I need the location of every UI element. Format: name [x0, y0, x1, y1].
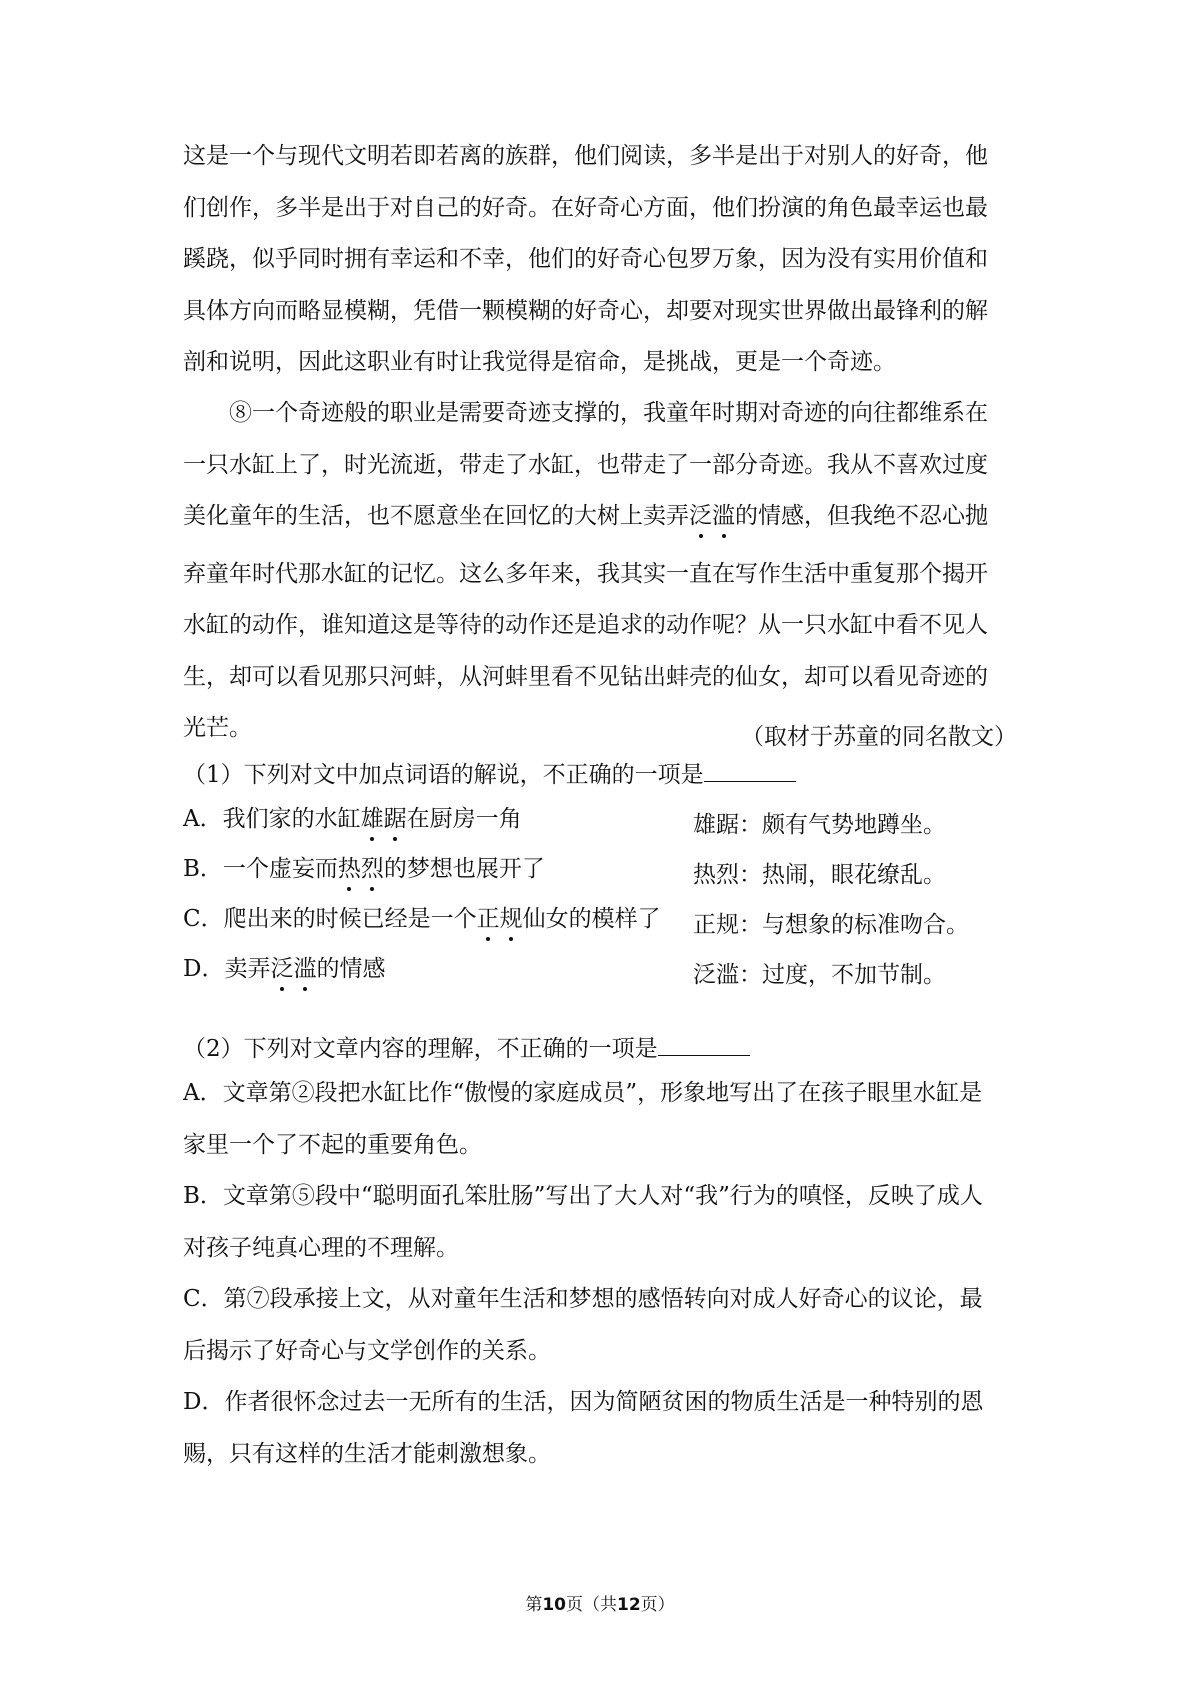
option-explanation: 热烈：热闹，眼花缭乱。	[693, 862, 946, 888]
answer-blank	[704, 757, 796, 782]
question-1-option-b: B．一个虚妄而热烈的梦想也展开了 热烈：热闹，眼花缭乱。	[183, 856, 946, 888]
text-line: 弃童年时代那水缸的记忆。这么多年来，我其实一直在写作生活中重复那个揭开	[183, 560, 988, 587]
answer-blank	[658, 1031, 750, 1056]
text-line: 蹊跷，似乎同时拥有幸运和不幸，他们的好奇心包罗万象，因为没有实用价值和	[183, 246, 988, 272]
option-explanation: 雄踞：颇有气势地蹲坐。	[693, 812, 946, 838]
text-line: 美化童年的生活，也不愿意坐在回忆的大树上卖弄泛滥的情感，但我绝不忍心抛	[183, 503, 988, 529]
question-2-option-a: A．文章第②段把水缸比作“傲慢的家庭成员”，形象地写出了在孩子眼里水缸是 家里一个了不起的重要角色。	[183, 1080, 983, 1158]
text-line: 具体方向而略显模糊，凭借一颗模糊的好奇心，却要对现实世界做出最锋利的解	[183, 297, 988, 324]
dotted-word: 泛滥	[689, 503, 735, 529]
text-line: 一只水缸上了，时光流逝，带走了水缸，也带走了一部分奇迹。我从不喜欢过度	[183, 451, 988, 478]
question-1-option-c: C．爬出来的时候已经是一个正规仙女的模样了 正规：与想象的标准吻合。	[183, 906, 969, 938]
question-2-option-c: C．第⑦段承接上文，从对童年生活和梦想的感悟转向对成人好奇心的议论，最 后揭示了好奇心与文学创作的关系。	[183, 1286, 983, 1364]
page-number: 10	[542, 1595, 566, 1615]
dotted-word: 雄踞	[360, 806, 407, 832]
option-explanation: 正规：与想象的标准吻合。	[693, 912, 969, 938]
question-1-option-a: A．我们家的水缸雄踞在厨房一角 雄踞：颇有气势地蹲坐。	[183, 806, 946, 838]
page-footer: 第10页（共12页）	[525, 1595, 675, 1615]
text-line: 们创作，多半是出于对自己的好奇。在好奇心方面，他们扮演的角色最幸运也最	[183, 194, 988, 221]
text-line: 这是一个与现代文明若即若离的族群，他们阅读，多半是出于对别人的好奇，他	[183, 143, 988, 169]
question-2-option-b: B．文章第⑤段中“聪明面孔笨肚肠”写出了大人对“我”行为的嗔怪，反映了成人 对孩子纯真心理的不理解。	[183, 1183, 983, 1261]
text-line: ⑧一个奇迹般的职业是需要奇迹支撑的，我童年时期对奇迹的向往都维系在	[229, 400, 988, 426]
option-explanation: 泛滥：过度，不加节制。	[693, 962, 946, 988]
dotted-word: 泛滥	[270, 956, 317, 982]
text-line: 生，却可以看见那只河蚌，从河蚌里看不见钻出蚌壳的仙女，却可以看见奇迹的	[183, 663, 988, 690]
dotted-word: 热烈	[337, 856, 384, 882]
dotted-word: 正规	[476, 906, 523, 932]
total-pages: 12	[617, 1595, 641, 1615]
paragraph-8	[183, 388, 1029, 755]
question-2-title: （2）下列对文章内容的理解，不正确的一项是	[183, 1030, 750, 1063]
text-line: 水缸的动作，谁知道这是等待的动作还是追求的动作呢？从一只水缸中看不见人	[183, 612, 988, 638]
question-2-option-d: D．作者很怀念过去一无所有的生活，因为简陋贫困的物质生活是一种特别的恩 赐，只有这样的生活才能刺激想象。	[183, 1389, 984, 1467]
question-1-title: （1）下列对文中加点词语的解说，不正确的一项是	[183, 756, 796, 789]
text-line: 光芒。	[183, 715, 252, 741]
text-line: 剖和说明，因此这职业有时让我觉得是宿命，是挑战，更是一个奇迹。	[183, 349, 896, 375]
question-1-option-d: D．卖弄泛滥的情感 泛滥：过度，不加节制。	[183, 956, 946, 988]
paragraph-7	[183, 131, 1029, 389]
source-attribution: （取材于苏童的同名散文）	[741, 724, 1017, 750]
